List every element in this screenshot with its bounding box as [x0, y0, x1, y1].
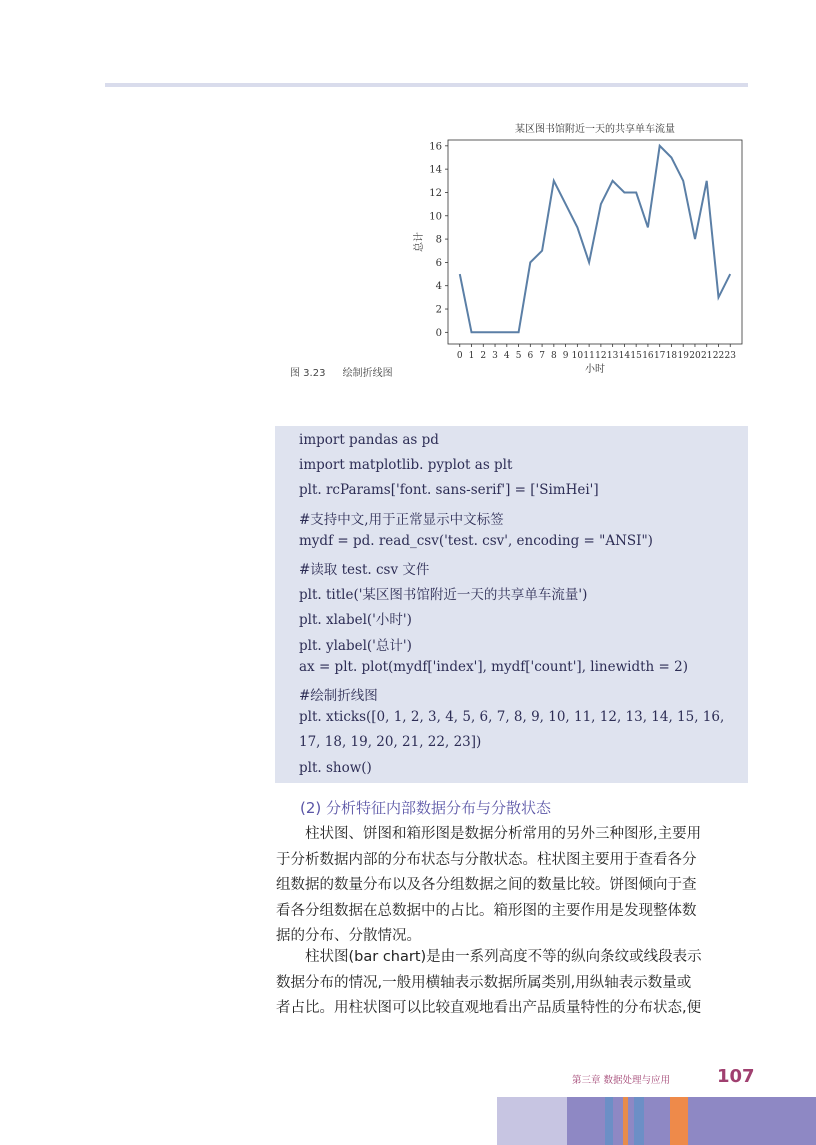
code-line: plt. show(): [299, 759, 372, 776]
y-tick-label: 14: [429, 164, 442, 176]
x-tick-label: 17: [653, 351, 666, 361]
footer-bar: [605, 1097, 613, 1145]
x-tick-label: 16: [642, 351, 654, 361]
code-line: 17, 18, 19, 20, 21, 22, 23]): [299, 734, 482, 751]
figure-caption: [290, 364, 407, 379]
x-tick-label: 20: [689, 351, 701, 361]
footer-bar: [644, 1097, 670, 1145]
footer-bar: [613, 1097, 623, 1145]
paragraph-line: 组数据的数量分布以及各分组数据之间的数量比较。饼图倾向于查: [276, 877, 697, 893]
line-chart-svg: [400, 118, 750, 383]
x-tick-label: 19: [677, 351, 689, 361]
plot-frame: [448, 140, 742, 344]
code-block: [275, 426, 748, 783]
code-line: import matplotlib. pyplot as plt: [299, 457, 513, 474]
footer-bar: [497, 1097, 567, 1145]
figure-number: 图 3.23: [290, 368, 326, 379]
y-tick-label: 0: [435, 327, 442, 339]
x-tick-label: 22: [712, 351, 725, 361]
y-tick-label: 2: [435, 304, 442, 316]
x-tick-label: 0: [456, 351, 463, 361]
x-tick-label: 8: [550, 351, 557, 361]
x-tick-label: 5: [515, 351, 522, 361]
paragraph-line: 看各分组数据在总数据中的占比。箱形图的主要作用是发现整体数: [276, 902, 697, 919]
code-line: plt. xticks([0, 1, 2, 3, 4, 5, 6, 7, 8, 9, 10, 11, 12, 13, 14, 15, 16,: [299, 709, 725, 726]
code-line: plt. xlabel('小时'): [299, 612, 412, 629]
y-tick-label: 12: [429, 187, 442, 199]
y-tick-label: 16: [429, 141, 442, 153]
x-tick-label: 1: [468, 351, 475, 361]
paragraph-2: [276, 945, 748, 1022]
code-line: import pandas as pd: [299, 432, 439, 448]
code-line: #读取 test. csv 文件: [299, 562, 430, 578]
header-rule: [105, 83, 748, 87]
paragraph-line: 据的分布、分散情况。: [276, 928, 421, 944]
x-tick-label: 12: [595, 351, 607, 361]
y-tick-label: 4: [435, 281, 442, 293]
paragraph-line: 者占比。用柱状图可以比较直观地看出产品质量特性的分布状态,便: [276, 1000, 702, 1016]
y-tick-label: 6: [435, 257, 442, 269]
x-tick-label: 15: [630, 351, 642, 361]
y-tick-label: 8: [435, 234, 442, 246]
page-number: 107: [717, 1066, 755, 1087]
paragraph-line: 数据分布的情况,一般用横轴表示数据所属类别,用纵轴表示数量或: [276, 974, 692, 991]
code-line: plt. ylabel('总计'): [299, 637, 412, 654]
x-tick-label: 13: [606, 351, 619, 361]
x-tick-label: 10: [571, 351, 584, 361]
paragraph-line: 于分析数据内部的分布状态与分散状态。柱状图主要用于查看各分: [276, 851, 697, 868]
footer-bar: [688, 1097, 816, 1145]
figure-title: 绘制折线图: [342, 368, 393, 379]
x-axis-label: 小时: [585, 364, 605, 375]
code-line: #支持中文,用于正常显示中文标签: [299, 511, 504, 528]
footer-bar: [670, 1097, 688, 1145]
chart-title: 某区图书馆附近一天的共享单车流量: [515, 124, 675, 135]
paragraph-1: [276, 822, 748, 950]
code-line: mydf = pd. read_csv('test. csv', encoding = "ANSI"): [299, 532, 653, 549]
x-tick-label: 14: [618, 351, 631, 361]
code-line: plt. title('某区图书馆附近一天的共享单车流量'): [299, 587, 588, 604]
footer-bar: [567, 1097, 605, 1145]
x-tick-label: 23: [724, 351, 736, 361]
y-tick-label: 10: [429, 211, 442, 223]
footer-bar: [634, 1097, 644, 1145]
y-axis-label: 总计: [414, 232, 425, 252]
x-tick-label: 4: [503, 351, 510, 361]
x-tick-label: 11: [583, 351, 595, 361]
x-tick-label: 2: [480, 351, 487, 361]
line-chart: [400, 118, 750, 383]
x-tick-label: 7: [539, 351, 545, 361]
section-title: (2) 分析特征内部数据分布与分散状态: [300, 799, 552, 817]
code-line: #绘制折线图: [299, 688, 378, 704]
code-line: plt. rcParams['font. sans-serif'] = ['SimHei']: [299, 482, 599, 499]
x-tick-label: 3: [492, 351, 498, 361]
x-tick-label: 6: [527, 351, 534, 361]
paragraph-line: 柱状图(bar chart)是由一系列高度不等的纵向条纹或线段表示: [305, 949, 702, 965]
x-tick-label: 9: [562, 351, 569, 361]
x-tick-label: 21: [700, 351, 713, 361]
footer-chapter: 第三章 数据处理与应用: [572, 1075, 671, 1086]
code-line: ax = plt. plot(mydf['index'], mydf['count'], linewidth = 2): [299, 658, 688, 675]
x-tick-label: 18: [665, 351, 678, 361]
paragraph-line: 柱状图、饼图和箱形图是数据分析常用的另外三种图形,主要用: [305, 826, 702, 842]
